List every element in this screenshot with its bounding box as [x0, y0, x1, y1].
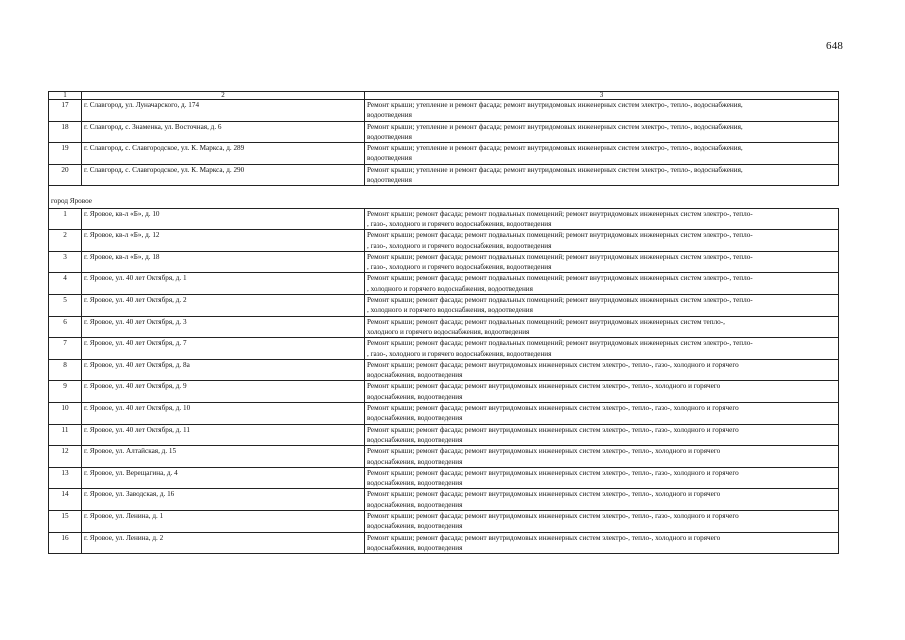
- works-cell: [365, 251, 839, 273]
- row-number-cell: 18: [49, 121, 82, 143]
- spacer-cell: [49, 186, 839, 197]
- works-line-1: Ремонт крыши; утепление и ремонт фасада; ремонт внутридомовых инженерных систем электро-, тепло-, водоснабжения,: [367, 122, 743, 131]
- address-cell: г. Славгород, с. Славгородское, ул. К. Маркса, д. 290: [82, 164, 365, 186]
- works-line-1: Ремонт крыши; ремонт фасада; ремонт подвальных помещений; ремонт внутридомовых инженерных систем электро-, тепло-: [367, 252, 753, 261]
- works-cell: [365, 381, 839, 403]
- row-number-cell: 14: [49, 489, 82, 511]
- row-number-cell: 12: [49, 446, 82, 468]
- address-cell: г. Яровое, ул. 40 лет Октября, д. 8а: [82, 359, 365, 381]
- table-row: [49, 295, 839, 317]
- works-line-1: Ремонт крыши; ремонт фасада; ремонт внутридомовых инженерных систем электро-, тепло-, холодного и горячего: [367, 382, 721, 391]
- table-row: [49, 121, 839, 143]
- works-line-2: , холодного и горячего водоснабжения, водоотведения: [367, 306, 533, 315]
- works-line-2: водоотведения: [367, 176, 412, 185]
- works-line-1: Ремонт крыши; ремонт фасада; ремонт внутридомовых инженерных систем электро-, тепло-, газо-, холодного и горячего: [367, 425, 739, 434]
- table-row: [49, 273, 839, 295]
- works-line-2: , газо-, холодного и горячего водоснабжения, водоотведения: [367, 241, 552, 250]
- works-line-2: водоснабжения, водоотведения: [367, 522, 463, 531]
- table-row: [49, 338, 839, 360]
- table-row: [49, 489, 839, 511]
- address-cell: г. Яровое, ул. Заводская, д. 16: [82, 489, 365, 511]
- address-cell: г. Яровое, ул. Верещагина, д. 4: [82, 467, 365, 489]
- works-line-1: Ремонт крыши; ремонт фасада; ремонт подвальных помещений; ремонт внутридомовых инженерных систем тепло-,: [367, 317, 725, 326]
- row-number-cell: 7: [49, 338, 82, 360]
- row-number-cell: 10: [49, 403, 82, 425]
- address-cell: г. Яровое, ул. Ленина, д. 1: [82, 510, 365, 532]
- repair-works-table: [48, 91, 839, 554]
- address-cell: г. Яровое, ул. 40 лет Октября, д. 1: [82, 273, 365, 295]
- works-line-1: Ремонт крыши; ремонт фасада; ремонт подвальных помещений; ремонт внутридомовых инженерных систем электро-, тепло-: [367, 209, 753, 218]
- row-number-cell: 17: [49, 100, 82, 122]
- works-cell: [365, 446, 839, 468]
- works-line-2: водоснабжения, водоотведения: [367, 479, 463, 488]
- table-body: [49, 92, 839, 554]
- works-line-2: холодного и горячего водоснабжения, водоотведения: [367, 327, 530, 336]
- address-cell: г. Славгород, с. Славгородское, ул. К. Маркса, д. 289: [82, 143, 365, 165]
- row-number-cell: 19: [49, 143, 82, 165]
- works-line-1: Ремонт крыши; ремонт фасада; ремонт подвальных помещений; ремонт внутридомовых инженерных систем электро-, тепло-: [367, 296, 753, 305]
- works-cell: [365, 424, 839, 446]
- works-line-2: , газо-, холодного и горячего водоснабжения, водоотведения: [367, 219, 552, 228]
- works-line-1: Ремонт крыши; ремонт фасада; ремонт внутридомовых инженерных систем электро-, тепло-, холодного и горячего: [367, 490, 721, 499]
- address-cell: г. Яровое, ул. Ленина, д. 2: [82, 532, 365, 554]
- table-row: [49, 316, 839, 338]
- table-row: [49, 251, 839, 273]
- works-line-2: водоотведения: [367, 132, 412, 141]
- row-number-cell: 3: [49, 251, 82, 273]
- works-line-2: водоснабжения, водоотведения: [367, 392, 463, 401]
- works-line-2: водоснабжения, водоотведения: [367, 543, 463, 552]
- address-cell: г. Яровое, кв-л «Б», д. 10: [82, 208, 365, 230]
- table-row: [49, 143, 839, 165]
- row-number-cell: 11: [49, 424, 82, 446]
- works-line-1: Ремонт крыши; утепление и ремонт фасада; ремонт внутридомовых инженерных систем электро-, тепло-, водоснабжения,: [367, 101, 743, 109]
- table-row: [49, 532, 839, 554]
- works-line-1: Ремонт крыши; ремонт фасада; ремонт внутридомовых инженерных систем электро-, тепло-, газо-, холодного и горячего: [367, 468, 739, 477]
- works-line-2: , газо-, холодного и горячего водоснабжения, водоотведения: [367, 349, 552, 358]
- table-row: [49, 467, 839, 489]
- column-number-row: [49, 92, 839, 100]
- works-line-1: Ремонт крыши; ремонт фасада; ремонт внутридомовых инженерных систем электро-, тепло-, газо-, холодного и горячего: [367, 404, 739, 413]
- works-line-2: , газо-, холодного и горячего водоснабжения, водоотведения: [367, 263, 552, 272]
- table-row: [49, 424, 839, 446]
- works-cell: [365, 208, 839, 230]
- row-number-cell: 15: [49, 510, 82, 532]
- row-number-cell: 20: [49, 164, 82, 186]
- works-line-1: Ремонт крыши; ремонт фасада; ремонт внутридомовых инженерных систем электро-, тепло-, холодного и горячего: [367, 447, 721, 456]
- address-cell: г. Яровое, кв-л «Б», д. 12: [82, 230, 365, 252]
- row-number-cell: 9: [49, 381, 82, 403]
- works-cell: [365, 338, 839, 360]
- column-number-2: 2: [82, 92, 365, 100]
- works-cell: [365, 359, 839, 381]
- row-number-cell: 6: [49, 316, 82, 338]
- works-line-1: Ремонт крыши; утепление и ремонт фасада; ремонт внутридомовых инженерных систем электро-, тепло-, водоснабжения,: [367, 165, 743, 174]
- works-line-2: водоснабжения, водоотведения: [367, 435, 463, 444]
- page-number: 648: [826, 40, 844, 52]
- works-cell: [365, 100, 839, 122]
- works-line-1: Ремонт крыши; ремонт фасада; ремонт внутридомовых инженерных систем электро-, тепло-, газо-, холодного и горячего: [367, 511, 739, 520]
- works-line-1: Ремонт крыши; ремонт фасада; ремонт внутридомовых инженерных систем электро-, тепло-, холодного и горячего: [367, 533, 721, 542]
- address-cell: г. Славгород, ул. Луначарского, д. 174: [82, 100, 365, 122]
- row-number-cell: 5: [49, 295, 82, 317]
- table-row: [49, 100, 839, 122]
- works-line-1: Ремонт крыши; ремонт фасада; ремонт подвальных помещений; ремонт внутридомовых инженерных систем электро-, тепло-: [367, 231, 753, 240]
- row-number-cell: 8: [49, 359, 82, 381]
- address-cell: г. Яровое, ул. 40 лет Октября, д. 10: [82, 403, 365, 425]
- works-cell: [365, 143, 839, 165]
- address-cell: г. Яровое, кв-л «Б», д. 18: [82, 251, 365, 273]
- section-spacer: [49, 186, 839, 197]
- works-line-1: Ремонт крыши; утепление и ремонт фасада; ремонт внутридомовых инженерных систем электро-, тепло-, водоснабжения,: [367, 144, 743, 153]
- works-line-1: Ремонт крыши; ремонт фасада; ремонт подвальных помещений; ремонт внутридомовых инженерных систем электро-, тепло-: [367, 274, 753, 283]
- works-cell: [365, 532, 839, 554]
- works-line-1: Ремонт крыши; ремонт фасада; ремонт подвальных помещений; ремонт внутридомовых инженерных систем электро-, тепло-: [367, 339, 753, 348]
- table-row: [49, 359, 839, 381]
- works-line-2: водоснабжения, водоотведения: [367, 457, 463, 466]
- group-heading: город Яровое: [49, 196, 839, 208]
- group-heading-row: [49, 196, 839, 208]
- works-line-2: водоотведения: [367, 111, 412, 120]
- table-row: [49, 230, 839, 252]
- works-line-2: водоснабжения, водоотведения: [367, 414, 463, 423]
- address-cell: г. Яровое, ул. 40 лет Октября, д. 11: [82, 424, 365, 446]
- address-cell: г. Яровое, ул. 40 лет Октября, д. 2: [82, 295, 365, 317]
- table-row: [49, 510, 839, 532]
- row-number-cell: 16: [49, 532, 82, 554]
- address-cell: г. Яровое, ул. 40 лет Октября, д. 9: [82, 381, 365, 403]
- address-cell: г. Яровое, ул. Алтайская, д. 15: [82, 446, 365, 468]
- works-cell: [365, 489, 839, 511]
- address-cell: г. Яровое, ул. 40 лет Октября, д. 7: [82, 338, 365, 360]
- table-row: [49, 164, 839, 186]
- works-line-2: водоснабжения, водоотведения: [367, 371, 463, 380]
- works-cell: [365, 295, 839, 317]
- works-cell: [365, 316, 839, 338]
- row-number-cell: 2: [49, 230, 82, 252]
- row-number-cell: 13: [49, 467, 82, 489]
- column-number-1: 1: [49, 92, 82, 100]
- row-number-cell: 4: [49, 273, 82, 295]
- table-row: [49, 403, 839, 425]
- works-cell: [365, 510, 839, 532]
- address-cell: г. Яровое, ул. 40 лет Октября, д. 3: [82, 316, 365, 338]
- works-line-1: Ремонт крыши; ремонт фасада; ремонт внутридомовых инженерных систем электро-, тепло-, газо-, холодного и горячего: [367, 360, 739, 369]
- works-cell: [365, 273, 839, 295]
- works-line-2: , холодного и горячего водоснабжения, водоотведения: [367, 284, 533, 293]
- works-line-2: водоотведения: [367, 154, 412, 163]
- column-number-3: 3: [365, 92, 839, 100]
- works-line-2: водоснабжения, водоотведения: [367, 500, 463, 509]
- works-cell: [365, 403, 839, 425]
- row-number-cell: 1: [49, 208, 82, 230]
- address-cell: г. Славгород, с. Знаменка, ул. Восточная, д. 6: [82, 121, 365, 143]
- table-row: [49, 446, 839, 468]
- table-row: [49, 208, 839, 230]
- table-row: [49, 381, 839, 403]
- works-cell: [365, 121, 839, 143]
- works-cell: [365, 467, 839, 489]
- works-cell: [365, 230, 839, 252]
- works-cell: [365, 164, 839, 186]
